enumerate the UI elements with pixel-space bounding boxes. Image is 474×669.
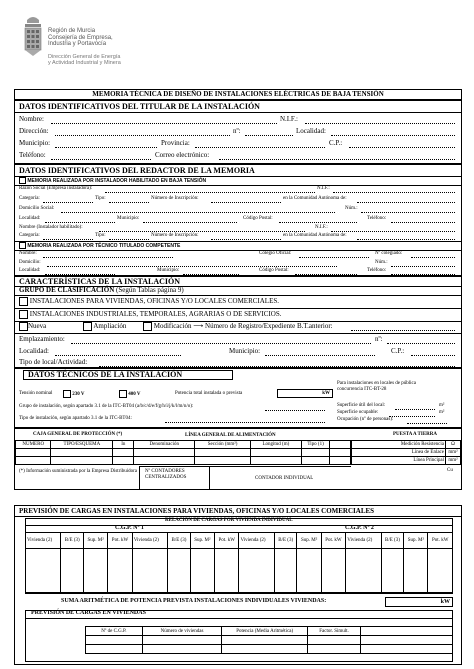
emplazamiento-label: Emplazamiento: — [19, 335, 65, 343]
tipo-label: Tipo: — [95, 196, 106, 201]
cgp2-label: C.G.P. Nº 2 — [345, 525, 374, 531]
tecnico-cod-postal-label: Código Postal: — [259, 268, 289, 273]
titular-cp-field[interactable] — [349, 147, 455, 148]
rel-col-sup: Sup. M² — [84, 533, 108, 549]
suma-field[interactable] — [385, 597, 453, 607]
principal-label: Línea Principal — [352, 457, 446, 465]
emplazamiento-num-label: nº: — [375, 335, 383, 343]
ocupacion-label: Ocupación (nº de personas): — [337, 417, 394, 422]
prev-col-viviendas: Número de viviendas — [142, 627, 222, 636]
categoria2-label: Categoría: — [19, 233, 40, 238]
cgp-col-numero: NÚMERO — [16, 441, 51, 449]
titular-provincia-label: Provincia: — [161, 139, 190, 147]
razon-social-field[interactable] — [105, 192, 315, 193]
redactor-num-label: Núm.: — [345, 206, 358, 211]
titular-nif-field[interactable] — [305, 123, 455, 124]
superficie-ocupable-label: Superficie ocupable: — [337, 410, 379, 415]
ccaa2-label: en la Comunidad Autónoma de: — [283, 233, 347, 238]
tecnico-num-label: Núm.: — [375, 260, 388, 265]
rel-col-pot: Pot. kW — [108, 533, 132, 549]
grupo2-label: INSTALACIONES INDUSTRIALES, TEMPORALES, AGRARIAS O DE SERVICIOS. — [29, 310, 282, 319]
rel-col-be: B/E (3) — [381, 533, 404, 549]
colegio-oficial-label: Colegio Oficial: — [259, 251, 292, 256]
tecnico-localidad-label: Localidad: — [19, 268, 41, 273]
tierra-heading: PUESTA A TIERRA — [393, 432, 437, 437]
num-registro-label: Número de Registro/Expediente B.T.anterior: — [205, 322, 333, 331]
tecnico-municipio-label: Municipio: — [157, 268, 180, 273]
v230-label: 230 V — [72, 392, 85, 398]
grupo-instalacion-label: Grupo de instalación, según apartado 3.1 de la ITC-BT04 (a/b/c/d/e/f/g/h/i/j/k/l/m/n/o): — [19, 404, 194, 409]
grupo1-label: INSTALACIONES PARA VIVIENDAS, OFICINAS Y/O LOCALES COMERCIALES. — [29, 297, 280, 306]
redactor-nif2-label: N.I.F.: — [315, 225, 328, 230]
prevision-heading: PREVISIÓN DE CARGAS EN INSTALACIONES PARA VIVIENDAS, OFICINAS Y/O LOCALES COMERCIALES — [19, 507, 375, 515]
enlace-label: Línea de Enlace — [352, 449, 446, 457]
medicion-label: Medición Resistencia — [352, 441, 446, 449]
page-title: MEMORIA TÉCNICA DE DISEÑO DE INSTALACIONES ELÉCTRICAS DE BAJA TENSIÓN — [14, 89, 462, 100]
relacion-heading: RELACIÓN DE CARGAS POR VIVIENDA INDIVIDUAL — [165, 518, 293, 523]
cgp-col-in: In — [113, 441, 134, 449]
nueva-checkbox[interactable] — [19, 322, 28, 331]
titular-correo-label: Correo electrónico: — [155, 151, 210, 159]
redactor-nif-field[interactable] — [333, 192, 455, 193]
suma-label: SUMA ARITMÉTICA DE POTENCIA PREVISTA INSTALACIONES INDIVIDUALES VIVIENDAS: — [61, 598, 327, 604]
suma-unit: kW — [440, 599, 450, 605]
redactor-municipio-label: Municipio: — [117, 216, 140, 221]
redactor-localidad-label: Localidad: — [19, 216, 41, 221]
superficie-unit: m² — [439, 403, 445, 408]
titular-provincia-field[interactable] — [195, 147, 325, 148]
titular-municipio-field[interactable] — [55, 147, 157, 148]
caract-cp-label: C.P.: — [391, 347, 405, 355]
titular-cp-label: C.P.: — [329, 139, 343, 147]
grupo2-checkbox[interactable] — [19, 310, 28, 319]
rel-col-pot: Pot. kW — [428, 533, 453, 549]
titular-nombre-field[interactable] — [51, 123, 277, 124]
logo-line-5: y Actividad Industrial y Minera — [48, 60, 121, 66]
redactor-cod-postal-label: Código Postal: — [243, 216, 273, 221]
coat-of-arms-icon — [22, 14, 44, 58]
tecnicos-heading: DATOS TÉCNICOS DE LA INSTALACIÓN — [23, 370, 233, 380]
grupo1-checkbox[interactable] — [19, 297, 28, 306]
tipo-local-label: Tipo de local/Actividad: — [19, 358, 88, 366]
logo-line-1: Región de Murcia — [48, 28, 96, 34]
redactor-nif-label: N.I.F.: — [317, 186, 330, 191]
superficie-label: Superficie útil del local: — [337, 403, 386, 408]
locales-note: Para instalaciones en locales de pública concurrencia ITC-BT-28 — [337, 381, 416, 392]
titular-direccion-label: Dirección: — [19, 127, 49, 135]
caract-municipio-label: Municipio: — [229, 347, 261, 355]
contador-individual-label: CONTADOR INDIVIDUAL — [255, 476, 314, 481]
titular-section — [14, 100, 462, 164]
rel-col-pot: Pot. kW — [321, 533, 345, 549]
cgp-col-denominacion: Denominación — [134, 441, 195, 449]
arrow-right-icon: ⟶ — [193, 322, 204, 331]
relacion-table — [25, 532, 453, 593]
tension-label: Tensión nominal — [19, 391, 53, 396]
prev-col-cgp: Nº de C.G.P. — [86, 627, 143, 636]
v400-checkbox[interactable] — [119, 390, 127, 398]
omega-unit: Ω — [446, 441, 461, 449]
prev-col-potencia: Potencia (Media Aritmética) — [222, 627, 308, 636]
linea-heading: LÍNEA GENERAL DE ALIMENTACIÓN — [185, 433, 276, 438]
ampliacion-checkbox[interactable] — [83, 322, 92, 331]
titular-telefono-field[interactable] — [51, 159, 151, 160]
emplazamiento-field[interactable] — [71, 343, 371, 344]
modificacion-checkbox[interactable] — [143, 322, 152, 331]
rel-col-vivienda: Vivienda (2) — [132, 533, 167, 549]
ccaa-label: en la Comunidad Autónoma de: — [283, 196, 347, 201]
razon-social-label: Razón Social (Empresa instaladora): — [19, 186, 93, 191]
cgp1-label: C.G.P. Nº 1 — [115, 525, 144, 531]
titular-localidad-field[interactable] — [331, 135, 455, 136]
rel-col-be: B/E (3) — [61, 533, 84, 549]
instalador-checkbox[interactable] — [19, 177, 26, 184]
rel-col-vivienda: Vivienda (2) — [239, 533, 274, 549]
potencia-unit: kW — [322, 391, 330, 396]
logo — [22, 14, 152, 84]
linea-col-tipo: Tipo (1) — [301, 441, 330, 449]
rel-col-sup: Sup. M² — [190, 533, 214, 549]
grupo-ref: (Según Tablas página 9) — [116, 286, 184, 294]
option-instalador-label: MEMORIA REALIZADA POR INSTALADOR HABILITADO EN BAJA TENSIÓN — [27, 177, 207, 184]
nueva-label: Nueva — [28, 322, 47, 331]
linea-col-seccion: Sección (mm²) — [195, 441, 251, 449]
rel-col-sup: Sup. M² — [404, 533, 428, 549]
titular-correo-field[interactable] — [219, 159, 455, 160]
prev-col-factor: Factor. Simult. — [308, 627, 361, 636]
titular-num-field[interactable] — [245, 135, 293, 136]
rel-col-vivienda: Vivienda (2) — [346, 533, 381, 549]
titular-nif-label: N.I.F.: — [280, 115, 298, 123]
titular-heading: DATOS IDENTIFICATIVOS DEL TITULAR DE LA INSTALACIÓN — [19, 102, 260, 111]
domicilio-social-label: Domicilio Social: — [19, 206, 55, 211]
redactor-section — [14, 164, 462, 276]
cu-label: Cu — [447, 468, 453, 473]
redactor-heading: DATOS IDENTIFICATIVOS DEL REDACTOR DE LA MEMORIA — [19, 166, 255, 175]
tecnico-domicilio-label: Domicilio: — [19, 260, 41, 265]
principal-unit: mm² — [446, 457, 461, 465]
linea-col-longitud: Longitud (m) — [250, 441, 301, 449]
titular-telefono-label: Teléfono: — [19, 151, 46, 159]
contadores-label: Nº CONTADORES CENTRALIZADOS — [145, 469, 187, 480]
v400-label: 400 V — [128, 392, 141, 398]
tipo2-label: Tipo: — [95, 233, 106, 238]
rel-col-be: B/E (3) — [168, 533, 191, 549]
caracteristicas-heading: CARACTERÍSTICAS DE LA INSTALACIÓN — [19, 277, 180, 286]
tecnico-nombre-label: Nombre: — [19, 251, 37, 256]
prevision-section — [14, 505, 462, 665]
redactor-telefono-label: Teléfono: — [367, 216, 387, 221]
tecnico-telefono-label: Teléfono: — [367, 268, 387, 273]
prev-viviendas-heading: PREVISIÓN DE CARGAS EN VIVIENDAS — [31, 610, 146, 616]
logo-line-2: Consejería de Empresa, — [48, 34, 113, 41]
colegiado-label: Nº colegiado: — [375, 251, 403, 256]
superficie-ocupable-unit: m² — [439, 410, 445, 415]
num-inscripcion-label: Número de Inscripción: — [151, 196, 199, 201]
rel-col-vivienda: Vivienda (2) — [26, 533, 61, 549]
categoria-label: Categoría: — [19, 196, 40, 201]
rel-col-be: B/E (3) — [274, 533, 297, 549]
cgp-section — [14, 428, 462, 490]
rel-col-sup: Sup. M² — [297, 533, 321, 549]
titular-direccion-field[interactable] — [55, 135, 230, 136]
caract-localidad-label: Localidad: — [19, 347, 49, 355]
tipo-instalacion-label: Tipo de instalación, según apartado 3.1 de la ITC-BT04: — [19, 416, 132, 421]
modificacion-label: Modificación — [153, 322, 192, 331]
caracteristicas-section — [14, 276, 462, 368]
titular-num-label: nº: — [233, 127, 241, 135]
nombre-instalador-label: Nombre (Instalador habilitado): — [19, 225, 83, 230]
rel-col-pot: Pot. kW — [215, 533, 239, 549]
cgp-heading: CAJA GENERAL DE PROTECCIÓN (*) — [33, 432, 123, 437]
cgp-col-tipo: TIPO/ESQUEMA — [51, 441, 113, 449]
potencia-label: Potencia total instalada o prevista — [175, 391, 243, 396]
v230-checkbox[interactable] — [63, 390, 71, 398]
titular-localidad-label: Localidad: — [296, 127, 326, 135]
option-tecnico-label: MEMORIA REALIZADA POR TÉCNICO TITULADO COMPETENTE — [27, 242, 181, 249]
enlace-unit: mm² — [446, 449, 461, 457]
tecnicos-section — [14, 368, 462, 428]
tecnico-checkbox[interactable] — [19, 242, 26, 249]
prev-viviendas-table — [85, 626, 453, 654]
titular-nombre-label: Nombre: — [19, 115, 44, 123]
logo-line-3: Industria y Portavocía — [48, 41, 107, 47]
num-inscripcion2-label: Número de Inscripción: — [151, 233, 199, 238]
logo-line-4: Dirección General de Energía — [48, 54, 121, 60]
potencia-field[interactable] — [277, 389, 333, 398]
cgp-note: (*) Información suministrada por la Empresa Distribuidora — [19, 469, 138, 474]
grupo-clasificacion-label: GRUPO DE CLASIFICACIÓN — [19, 286, 115, 294]
ampliacion-label: Ampliación — [93, 322, 127, 331]
titular-municipio-label: Municipio: — [19, 139, 51, 147]
